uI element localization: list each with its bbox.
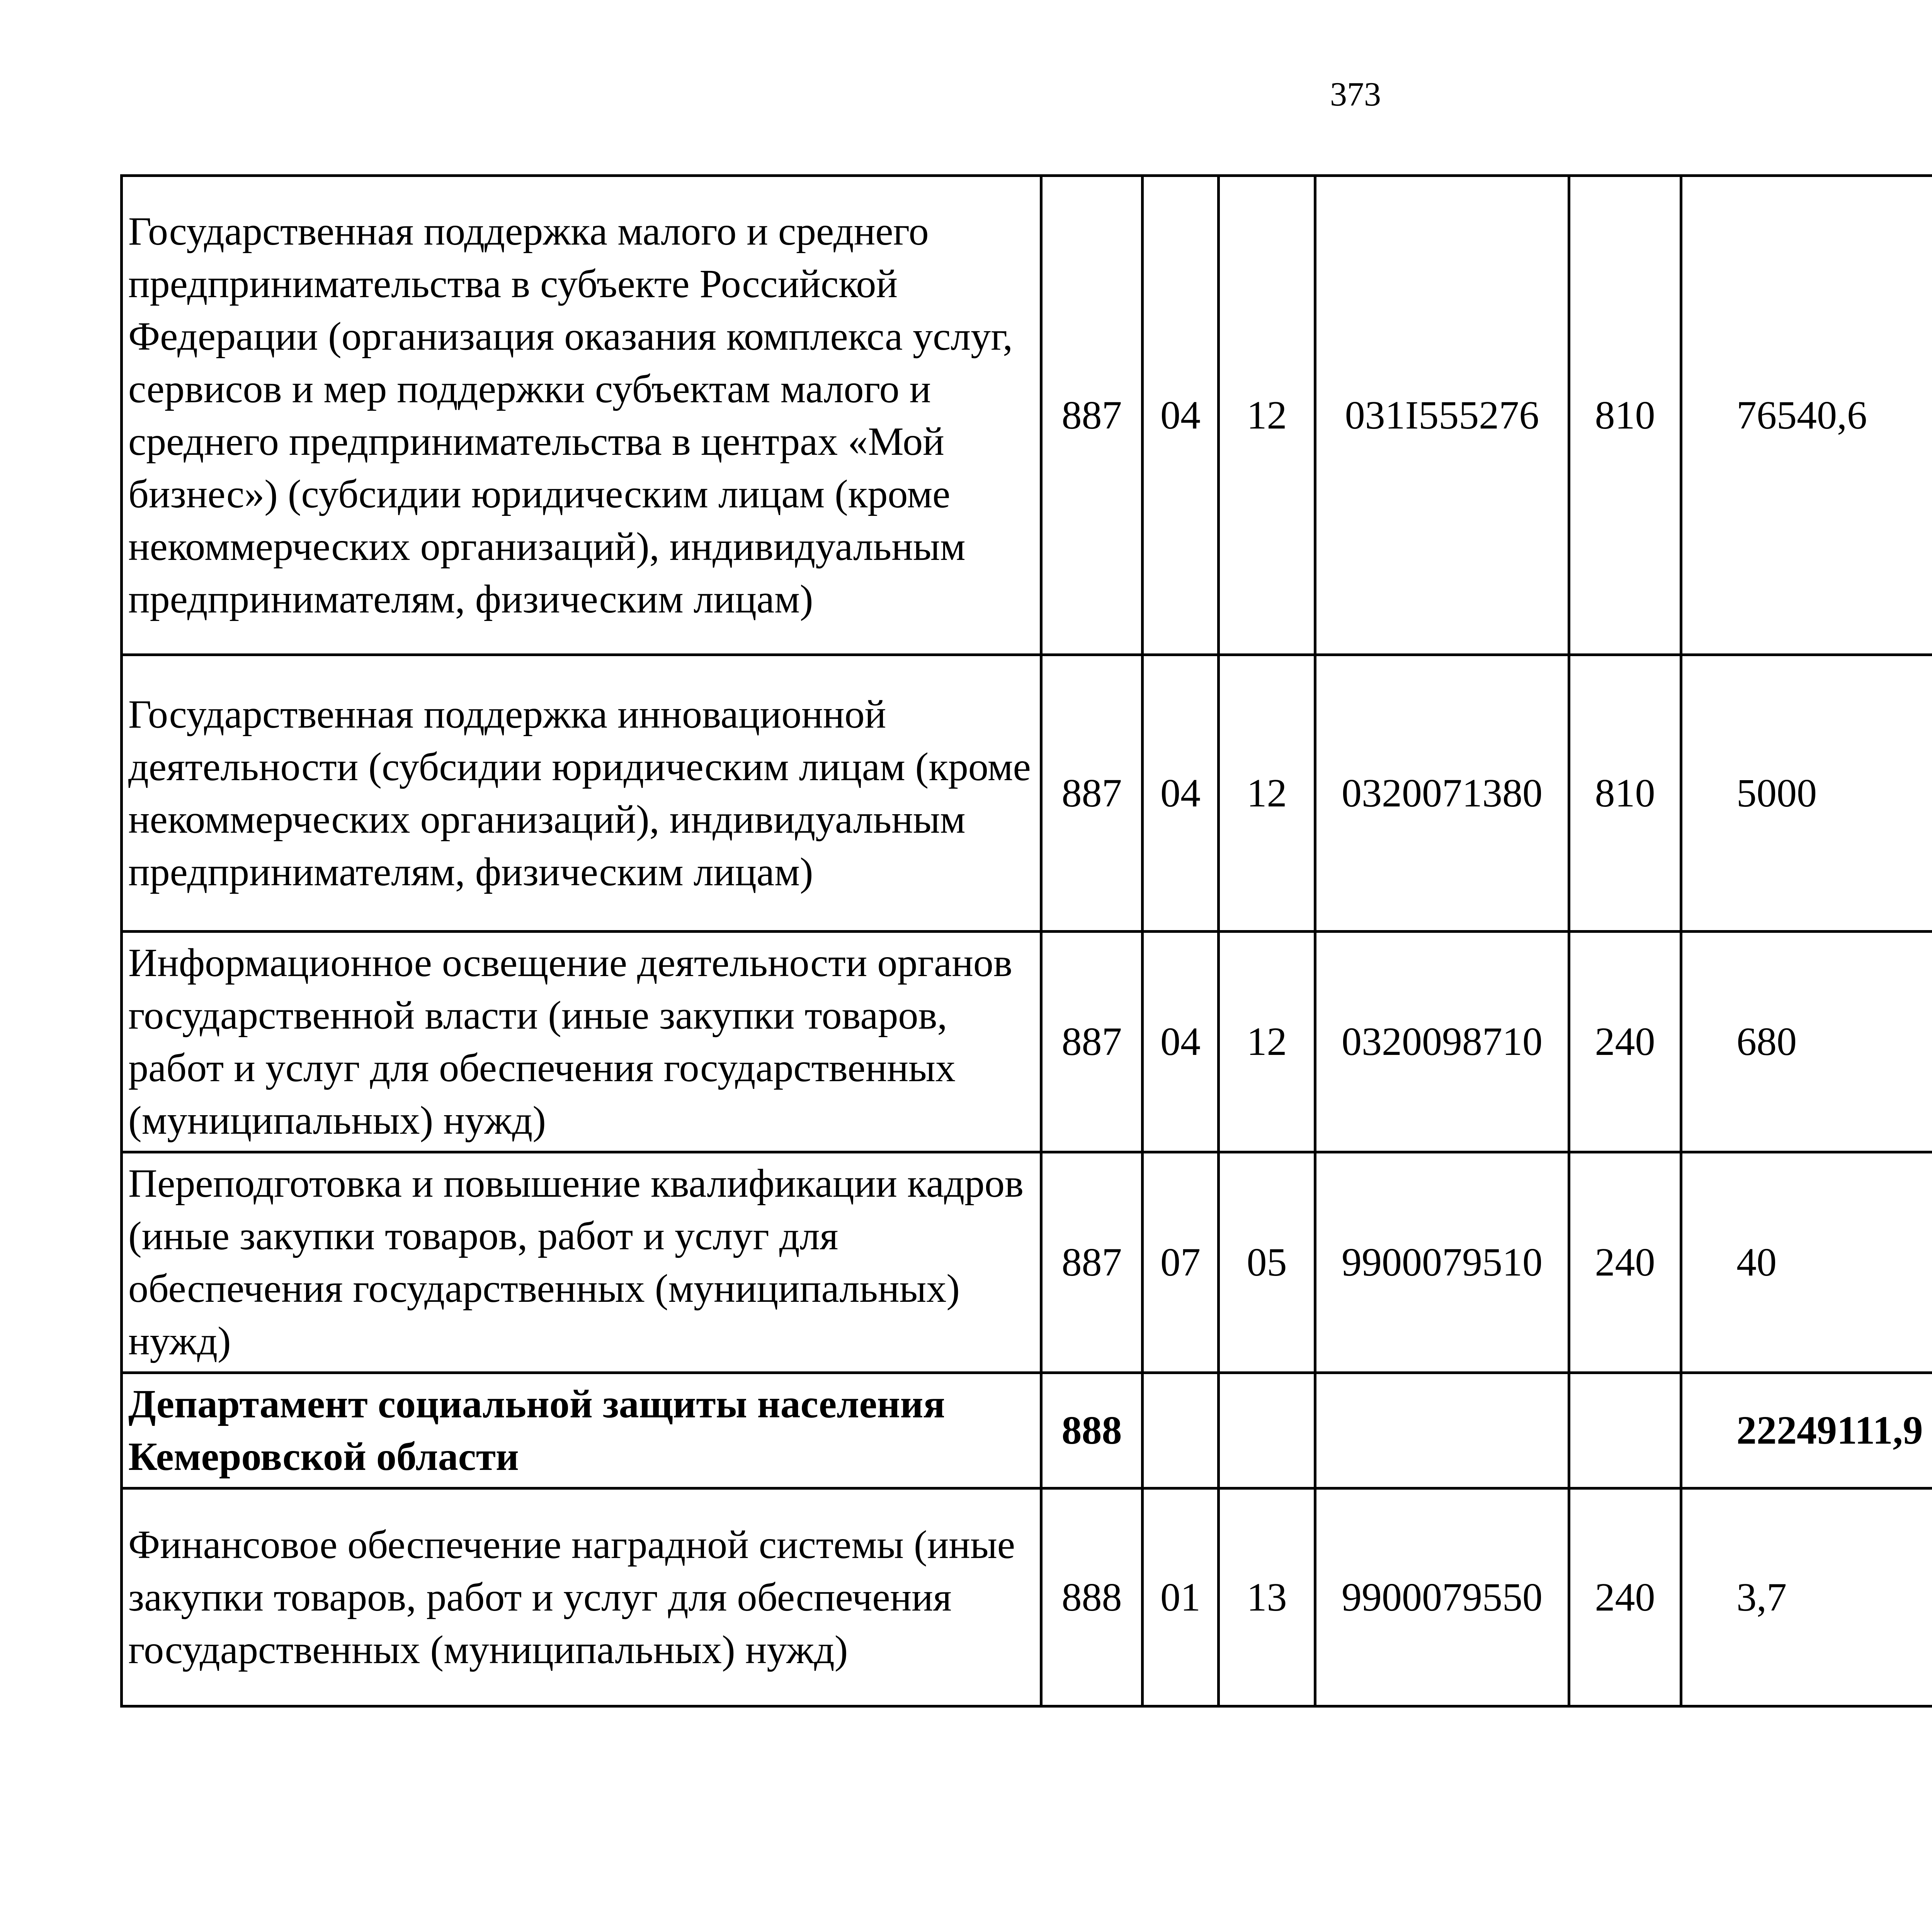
row-amount-1: 680 bbox=[1681, 932, 1932, 1152]
table-row bbox=[122, 655, 1932, 932]
row-ved: 887 bbox=[1041, 176, 1143, 655]
row-rz: 01 bbox=[1143, 1488, 1219, 1706]
row-rz: 04 bbox=[1143, 932, 1219, 1152]
budget-table bbox=[120, 174, 1932, 1708]
row-vr: 810 bbox=[1569, 176, 1681, 655]
row-csr: 031I555276 bbox=[1315, 176, 1569, 655]
row-amount-1: 3,7 bbox=[1681, 1488, 1932, 1706]
row-ved: 887 bbox=[1041, 655, 1143, 932]
row-csr: 9900079550 bbox=[1315, 1488, 1569, 1706]
row-csr bbox=[1315, 1373, 1569, 1488]
page-number: 373 bbox=[1330, 76, 1381, 113]
row-rz: 04 bbox=[1143, 176, 1219, 655]
row-vr: 240 bbox=[1569, 1152, 1681, 1373]
row-csr: 0320098710 bbox=[1315, 932, 1569, 1152]
row-name: Департамент социальной защиты населения Кемеровской области bbox=[122, 1373, 1041, 1488]
row-name: Информационное освещение деятельности органов государственной власти (иные закупки товаров, работ и услуг для обеспечения государственных (муниципальных) нужд) bbox=[122, 932, 1041, 1152]
row-pr: 13 bbox=[1219, 1488, 1315, 1706]
row-csr: 0320071380 bbox=[1315, 655, 1569, 932]
row-amount-1: 22249111,9 bbox=[1681, 1373, 1932, 1488]
row-ved: 887 bbox=[1041, 1152, 1143, 1373]
row-pr: 05 bbox=[1219, 1152, 1315, 1373]
row-name: Финансовое обеспечение наградной системы (иные закупки товаров, работ и услуг для обеспечения государственных (муниципальных) нужд) bbox=[122, 1488, 1041, 1706]
row-vr: 810 bbox=[1569, 655, 1681, 932]
row-pr: 12 bbox=[1219, 932, 1315, 1152]
table-row-department bbox=[122, 1373, 1932, 1488]
row-name: Переподготовка и повышение квалификации кадров (иные закупки товаров, работ и услуг для обеспечения государственных (муниципальных) нужд) bbox=[122, 1152, 1041, 1373]
row-name: Государственная поддержка инновационной деятельности (субсидии юридическим лицам (кроме некоммерческих организаций), индивидуальным предпринимателям, физическим лицам) bbox=[122, 655, 1041, 932]
row-ved: 887 bbox=[1041, 932, 1143, 1152]
row-pr bbox=[1219, 1373, 1315, 1488]
row-rz bbox=[1143, 1373, 1219, 1488]
table-row bbox=[122, 1488, 1932, 1706]
row-rz: 07 bbox=[1143, 1152, 1219, 1373]
row-csr: 9900079510 bbox=[1315, 1152, 1569, 1373]
row-pr: 12 bbox=[1219, 655, 1315, 932]
row-vr: 240 bbox=[1569, 932, 1681, 1152]
row-amount-1: 40 bbox=[1681, 1152, 1932, 1373]
table-row bbox=[122, 1152, 1932, 1373]
table-row bbox=[122, 176, 1932, 655]
row-ved: 888 bbox=[1041, 1373, 1143, 1488]
row-rz: 04 bbox=[1143, 655, 1219, 932]
row-name: Государственная поддержка малого и среднего предпринимательства в субъекте Российской Федерации (организация оказания комплекса услуг, сервисов и мер поддержки субъектам малого и среднего предпринимательства в центрах «Мой бизнес») (субсидии юридическим лицам (кроме некоммерческих организаций), индивидуальным предпринимателям, физическим лицам) bbox=[122, 176, 1041, 655]
row-amount-1: 76540,6 bbox=[1681, 176, 1932, 655]
row-ved: 888 bbox=[1041, 1488, 1143, 1706]
row-vr: 240 bbox=[1569, 1488, 1681, 1706]
row-vr bbox=[1569, 1373, 1681, 1488]
row-amount-1: 5000 bbox=[1681, 655, 1932, 932]
row-pr: 12 bbox=[1219, 176, 1315, 655]
table-row bbox=[122, 932, 1932, 1152]
